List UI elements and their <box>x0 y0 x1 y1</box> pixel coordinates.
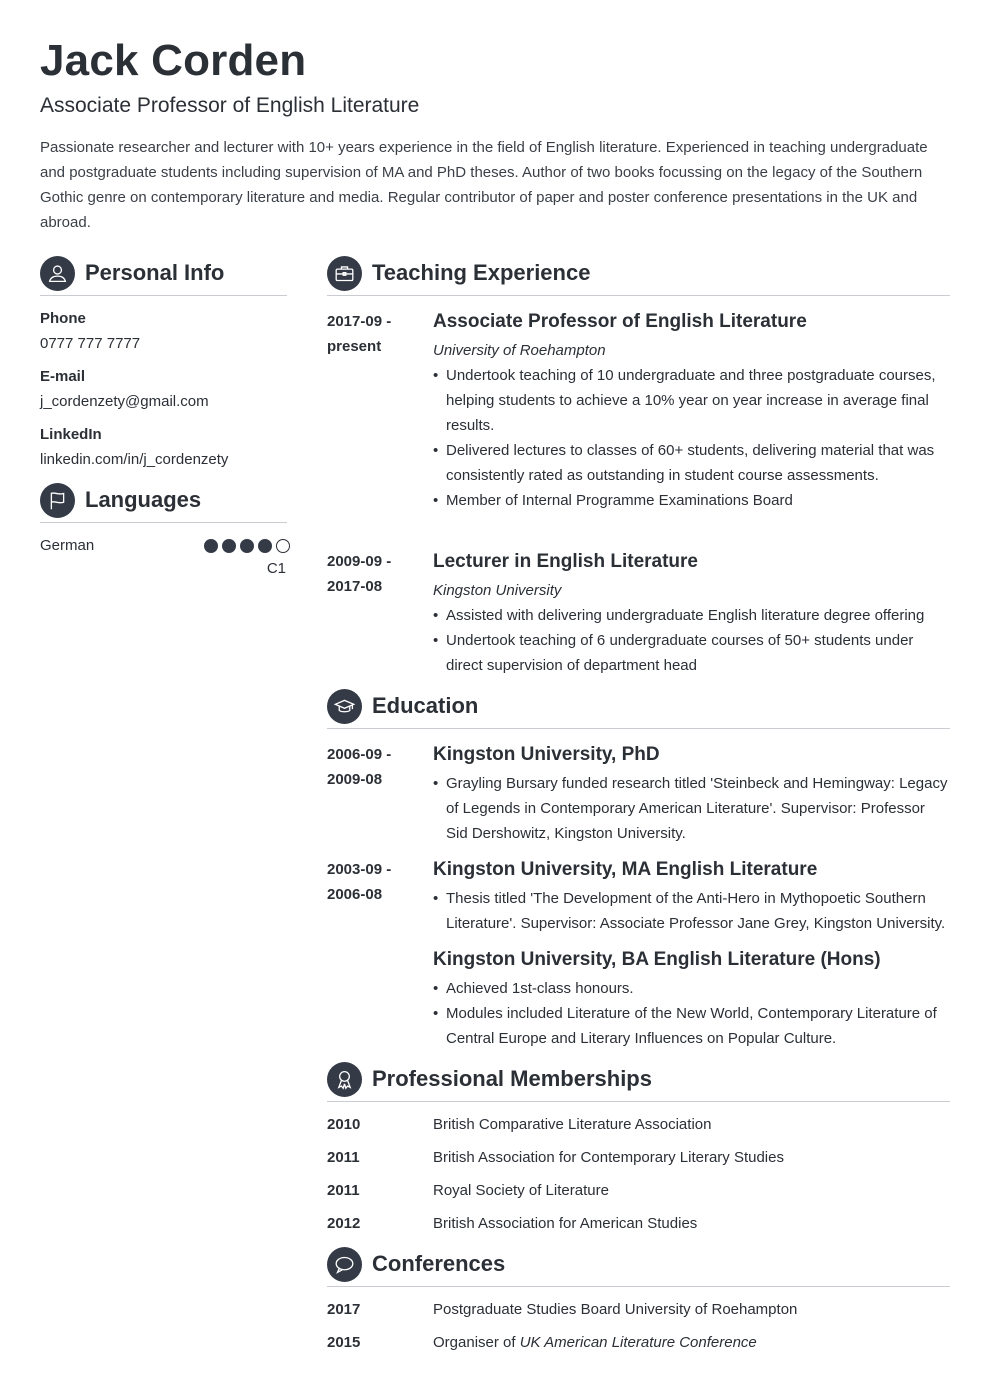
education-entry <box>433 742 950 846</box>
section-title-teaching: Teaching Experience <box>372 260 591 285</box>
education-bullets <box>433 771 950 846</box>
education-date-start: 2006-09 - <box>327 746 392 763</box>
graduation-cap-icon <box>327 689 362 724</box>
rating-dot <box>222 539 236 553</box>
rating-dot <box>204 539 218 553</box>
membership-year: 2011 <box>327 1149 360 1166</box>
job-employer: University of Roehampton <box>433 342 606 359</box>
job-date-start: 2017-09 - <box>327 313 392 330</box>
conference-prefix: Organiser of <box>433 1334 520 1351</box>
membership-year: 2011 <box>327 1182 360 1199</box>
job-bullets <box>433 363 950 513</box>
job-date-start: 2009-09 - <box>327 553 392 570</box>
education-date <box>327 742 417 792</box>
language-name: German <box>40 537 95 554</box>
job-entry <box>433 309 950 513</box>
email-label: E-mail <box>40 368 86 385</box>
education-bullet: • Achieved 1st-class honours. <box>433 976 950 1001</box>
job-bullet: • Undertook teaching of 6 undergraduate courses of 50+ students under direct supervision of department head <box>433 628 950 678</box>
candidate-headline: Associate Professor of English Literature <box>40 94 420 117</box>
job-bullet: • Delivered lectures to classes of 60+ students, delivering material that was consistently rated as outstanding in student course assessments. <box>433 438 950 488</box>
speech-bubble-icon <box>327 1247 362 1282</box>
membership-year: 2010 <box>327 1116 361 1133</box>
job-date-end: present <box>327 338 382 355</box>
education-date <box>327 857 417 907</box>
job-date-end: 2017-08 <box>327 578 383 595</box>
education-header <box>327 689 950 729</box>
section-title-education: Education <box>372 693 479 718</box>
personal-info-header <box>40 256 287 296</box>
membership-name: British Comparative Literature Association <box>433 1116 712 1133</box>
job-bullet: • Undertook teaching of 10 undergraduate and three postgraduate courses, helping students to achieve a 10% year on year increase in average final results. <box>433 363 950 438</box>
education-bullet: • Modules included Literature of the New World, Contemporary Literature of Central Europe and Literary Influences on Popular Culture. <box>433 1001 950 1051</box>
membership-name: Royal Society of Literature <box>433 1182 609 1199</box>
language-level: C1 <box>266 560 286 577</box>
job-employer: Kingston University <box>433 582 562 599</box>
job-date <box>327 309 417 359</box>
job-title: Associate Professor of English Literature <box>433 311 807 332</box>
phone-label: Phone <box>40 310 86 327</box>
linkedin-value: linkedin.com/in/j_cordenzety <box>40 451 229 468</box>
membership-name: British Association for Contemporary Literary Studies <box>433 1149 784 1166</box>
conference-title: UK American Literature Conference <box>519 1334 757 1351</box>
person-icon <box>40 256 75 291</box>
membership-name: British Association for American Studies <box>433 1215 698 1232</box>
memberships-header <box>327 1062 950 1102</box>
conferences-header <box>327 1247 950 1287</box>
education-date-end: 2006-08 <box>327 886 383 903</box>
conference-name: Postgraduate Studies Board University of Roehampton <box>433 1301 798 1318</box>
section-title-personal-info: Personal Info <box>85 260 225 285</box>
conference-year: 2015 <box>327 1334 361 1351</box>
section-title-memberships: Professional Memberships <box>372 1066 652 1091</box>
job-date <box>327 549 417 599</box>
section-title-languages: Languages <box>85 487 202 512</box>
conference-year: 2017 <box>327 1301 361 1318</box>
degree-title: Kingston University, PhD <box>433 744 660 765</box>
award-ribbon-icon <box>327 1062 362 1097</box>
language-rating <box>204 539 290 553</box>
education-bullets <box>433 886 950 936</box>
education-entry <box>433 947 950 1051</box>
profile-summary: Passionate researcher and lecturer with 10+ years experience in the field of English literature. Experienced in teaching undergraduate and postgraduate students including supervision of MA and PhD theses. Author of two books focussing on the legacy of the Southern Gothic genre on contemporary literature and media. Regular contributor of paper and poster conference presentations in the UK and abroad. <box>40 139 928 231</box>
job-title: Lecturer in English Literature <box>433 551 698 572</box>
conference-name <box>433 1334 757 1351</box>
phone-value: 0777 777 7777 <box>40 335 141 352</box>
teaching-experience-header <box>327 256 950 296</box>
degree-title: Kingston University, MA English Literature <box>433 859 818 880</box>
briefcase-icon <box>327 256 362 291</box>
job-entry <box>433 549 950 678</box>
languages-header <box>40 483 287 523</box>
candidate-name: Jack Corden <box>40 36 307 85</box>
education-bullet: • Thesis titled 'The Development of the Anti-Hero in Mythopoetic Southern Literature'. Supervisor: Associate Professor Jane Grey, Kingston University. <box>433 886 950 936</box>
membership-year: 2012 <box>327 1215 361 1232</box>
degree-title: Kingston University, BA English Literature (Hons) <box>433 949 881 970</box>
job-bullet: • Assisted with delivering undergraduate English literature degree offering <box>433 603 950 628</box>
section-title-conferences: Conferences <box>372 1251 506 1276</box>
email-value: j_cordenzety@gmail.com <box>40 393 209 410</box>
education-entry <box>433 857 950 936</box>
education-date-start: 2003-09 - <box>327 861 392 878</box>
rating-dot <box>276 539 290 553</box>
linkedin-label: LinkedIn <box>40 426 102 443</box>
education-bullet: • Grayling Bursary funded research titled 'Steinbeck and Hemingway: Legacy of Legends in Contemporary American Literature'. Supervisor: Professor Sid Dershowitz, Kingston University. <box>433 771 950 846</box>
flag-icon <box>40 483 75 518</box>
job-bullet: • Member of Internal Programme Examinations Board <box>433 488 950 513</box>
job-bullets <box>433 603 950 678</box>
education-bullets <box>433 976 950 1051</box>
rating-dot <box>258 539 272 553</box>
education-date-end: 2009-08 <box>327 771 383 788</box>
rating-dot <box>240 539 254 553</box>
